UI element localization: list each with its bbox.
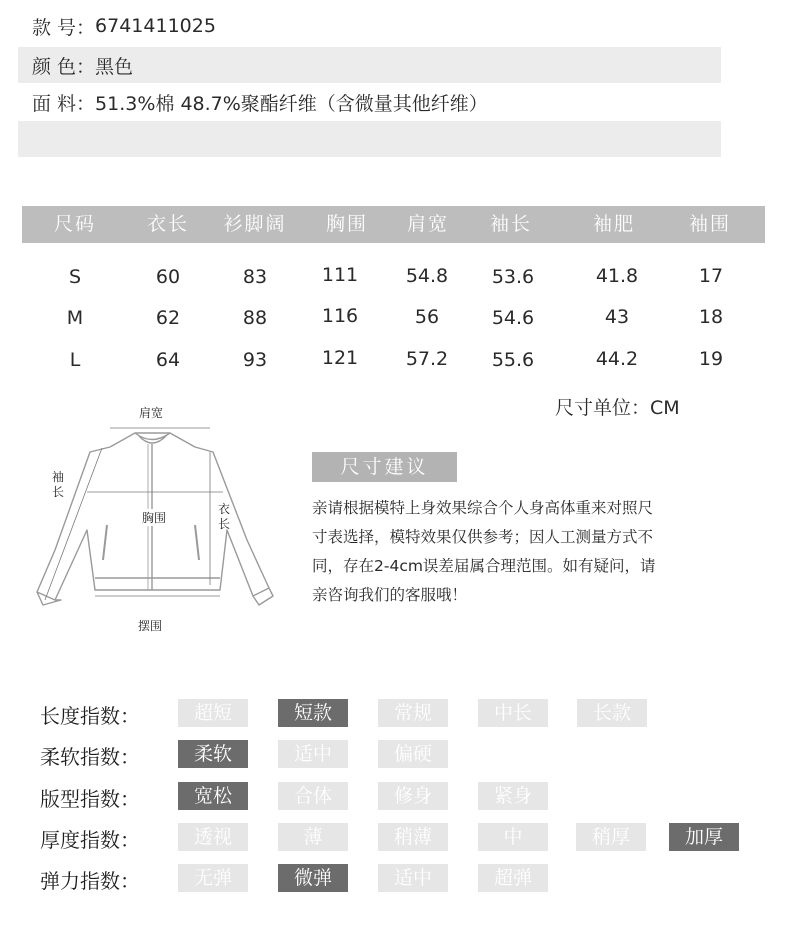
cell-s-size: S — [68, 266, 82, 288]
advice-line: 亲咨询我们的客服哦！ — [312, 586, 468, 604]
header-chest: 胸围 — [325, 213, 369, 235]
fabric-row — [18, 84, 721, 120]
elasticity-index-label: 弹力指数： — [40, 869, 140, 893]
diagram-label-shoulder: 肩宽 — [139, 406, 164, 420]
fit-option-slim: 修身 — [378, 782, 448, 810]
cell-m-length: 62 — [155, 307, 181, 329]
cell-m-hem: 88 — [242, 307, 268, 329]
cell-l-size: L — [69, 349, 81, 371]
cell-l-cuff: 19 — [698, 348, 724, 370]
thickness-option-slightly-thick: 稍厚 — [576, 823, 646, 851]
color-value: 黑色 — [95, 55, 134, 78]
size-table-header — [22, 206, 765, 243]
header-sleeve-width: 袖肥 — [592, 213, 636, 235]
cell-s-shoulder: 54.8 — [405, 265, 449, 287]
softness-index-label: 柔软指数： — [40, 745, 140, 769]
elasticity-option-none: 无弹 — [178, 864, 248, 892]
cell-l-shoulder: 57.2 — [405, 348, 449, 370]
header-shoulder: 肩宽 — [406, 213, 450, 235]
style-number-value: 6741411025 — [95, 15, 216, 37]
cell-m-chest: 116 — [321, 305, 359, 327]
softness-option-stiff: 偏硬 — [378, 740, 448, 768]
color-label: 颜 色： — [32, 55, 96, 78]
color-row — [18, 47, 721, 83]
length-option-regular: 常规 — [378, 699, 448, 727]
fabric-value: 51.3%棉 48.7%聚酯纤维（含微量其他纤维） — [95, 92, 488, 115]
length-option-long: 长款 — [577, 699, 647, 727]
cell-s-sleeve-width: 41.8 — [595, 265, 639, 287]
fit-option-loose: 宽松 — [178, 782, 248, 810]
fit-option-tight: 紧身 — [478, 782, 548, 810]
cell-l-hem: 93 — [242, 349, 268, 371]
style-number-row — [18, 8, 721, 44]
cell-s-length: 60 — [155, 266, 181, 288]
advice-line: 同，存在2-4cm误差届属合理范围。如有疑问，请 — [312, 557, 656, 575]
diagram-label-sleeve: 袖 长 — [52, 470, 65, 499]
header-cuff: 袖围 — [688, 213, 732, 235]
size-advice-text — [312, 494, 727, 610]
cell-m-shoulder: 56 — [414, 306, 440, 328]
cell-l-sleeve-length: 55.6 — [491, 349, 535, 371]
elasticity-option-super: 超弹 — [478, 864, 548, 892]
thickness-option-slightly-thin: 稍薄 — [378, 823, 448, 851]
advice-line: 亲请根据模特上身效果综合个人身高体重来对照尺 — [312, 499, 654, 517]
cell-l-length: 64 — [155, 349, 181, 371]
cell-m-cuff: 18 — [698, 306, 724, 328]
length-option-mid-long: 中长 — [478, 699, 548, 727]
elasticity-option-slight: 微弹 — [278, 864, 348, 892]
size-advice-title: 尺寸建议 — [312, 452, 457, 482]
fabric-label: 面 料： — [32, 92, 96, 115]
elasticity-option-medium: 适中 — [378, 864, 448, 892]
header-hem: 衫脚阔 — [223, 213, 287, 235]
cell-m-sleeve-length: 54.6 — [491, 307, 535, 329]
thickness-option-sheer: 透视 — [178, 823, 248, 851]
style-number-label: 款 号： — [32, 16, 96, 39]
fit-index-label: 版型指数： — [40, 787, 140, 811]
diagram-label-chest: 胸围 — [142, 511, 167, 525]
diagram-label-hem: 摆围 — [138, 619, 163, 633]
diagram-label-length: 衣 长 — [218, 502, 231, 531]
softness-option-medium: 适中 — [278, 740, 348, 768]
length-index-label: 长度指数： — [40, 704, 140, 728]
softness-option-soft: 柔软 — [178, 740, 248, 768]
cell-s-cuff: 17 — [698, 265, 724, 287]
cell-m-sleeve-width: 43 — [604, 306, 630, 328]
length-option-short: 短款 — [278, 699, 348, 727]
header-length: 衣长 — [146, 213, 190, 235]
cell-s-sleeve-length: 53.6 — [491, 266, 535, 288]
header-sleeve-length: 袖长 — [489, 213, 533, 235]
cell-m-size: M — [66, 307, 84, 329]
advice-line: 寸表选择，模特效果仅供参考；因人工测量方式不 — [312, 528, 654, 546]
info-spacer-row — [18, 121, 721, 157]
thickness-index-label: 厚度指数： — [40, 828, 140, 852]
fit-option-fitted: 合体 — [278, 782, 348, 810]
thickness-option-thick: 加厚 — [669, 823, 739, 851]
cell-s-chest: 111 — [321, 264, 359, 286]
size-unit-note: 尺寸单位：CM — [555, 397, 680, 419]
cell-s-hem: 83 — [242, 266, 268, 288]
cell-l-sleeve-width: 44.2 — [595, 348, 639, 370]
length-option-super-short: 超短 — [178, 699, 248, 727]
cell-l-chest: 121 — [321, 347, 359, 369]
header-size: 尺码 — [53, 213, 97, 235]
thickness-option-thin: 薄 — [278, 823, 348, 851]
thickness-option-medium: 中 — [478, 823, 548, 851]
